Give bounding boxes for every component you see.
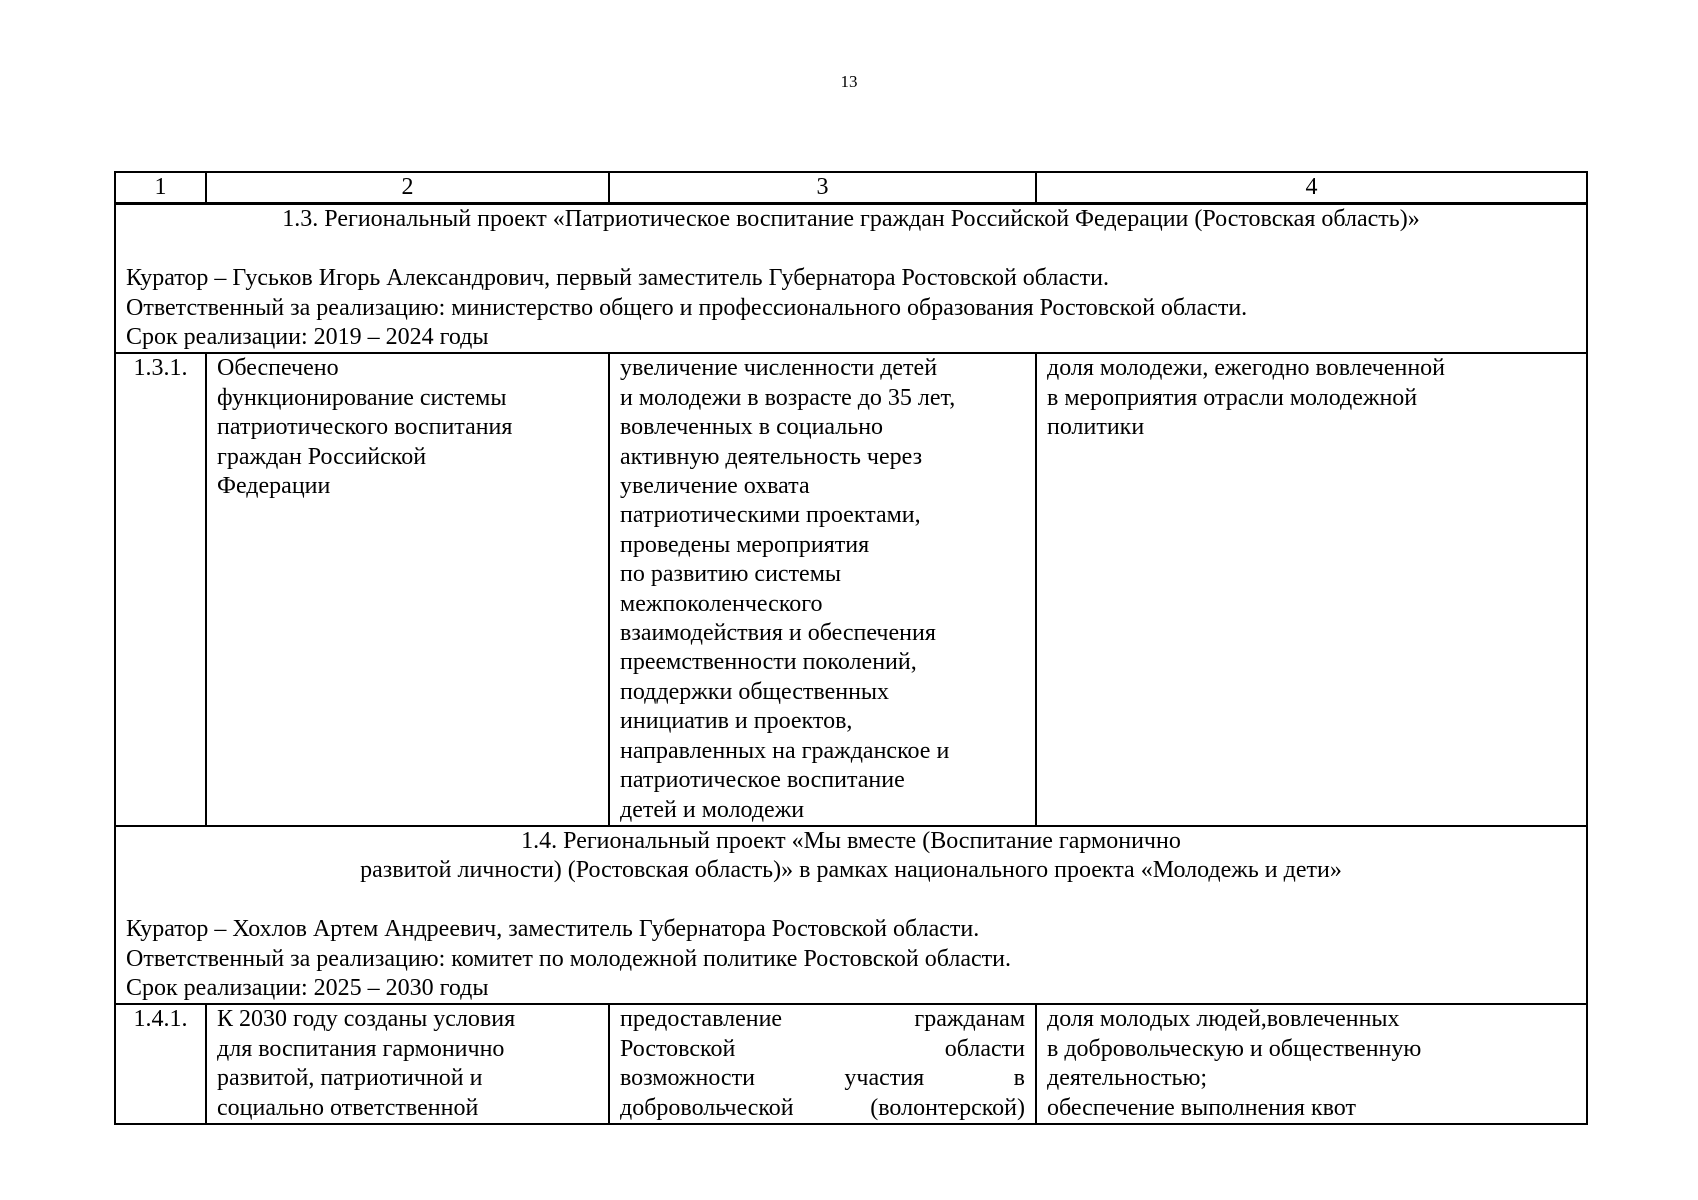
table-row-1-3-1 [115,353,1587,826]
row-1-3-1-col3-line: детей и молодежи [620,796,805,823]
row-1-3-1-col3 [609,353,1036,826]
row-1-3-1-col2-line: патриотического воспитания [217,414,513,441]
row-1-3-1-col4-line: доля молодежи, ежегодно вовлеченной [1047,355,1446,382]
row-1-3-1-number: 1.3.1. [115,353,206,826]
header-cell-3: 3 [609,172,1036,204]
program-table [114,171,1588,1125]
section-1-3-responsible: Ответственный за реализацию: министерство общего и профессионального образования Ростовской области. [126,294,1248,321]
row-1-4-1-col4-line: деятельностью; [1047,1065,1208,1092]
row-1-4-1-col3-word: (волонтерской) [870,1094,1025,1121]
section-1-3-period: Срок реализации: 2019 – 2024 годы [126,324,489,351]
row-1-3-1-col2-line: Обеспечено [217,355,339,382]
row-1-3-1-col3-line: направленных на гражданское и [620,737,950,764]
row-1-4-1-col2-line: К 2030 году созданы условия [217,1006,516,1033]
row-1-3-1-col3-line: увеличение численности детей [620,355,938,382]
header-cell-2: 2 [206,172,609,204]
row-1-3-1-col3-line: активную деятельность через [620,443,923,470]
row-1-4-1-number: 1.4.1. [115,1004,206,1124]
row-1-4-1-col2-line: социально ответственной [217,1094,479,1121]
row-1-3-1-col3-line: межпоколенческого [620,590,823,617]
row-1-3-1-col2-line: функционирование системы [217,384,507,411]
row-1-3-1-col3-line: и молодежи в возрасте до 35 лет, [620,384,956,411]
row-1-3-1-col3-line: патриотическое воспитание [620,767,905,794]
row-1-3-1-col4-line: в мероприятия отрасли молодежной [1047,384,1418,411]
row-1-3-1-col2-line: граждан Российской [217,443,427,470]
row-1-4-1-col2-line: для воспитания гармонично [217,1035,505,1062]
row-1-3-1-col3-line: по развитию системы [620,561,842,588]
row-1-3-1-col3-line: преемственности поколений, [620,649,917,676]
row-1-4-1-col3-word: добровольческой [620,1094,794,1121]
row-1-4-1-col3-word: Ростовской [620,1035,736,1062]
section-1-4-period: Срок реализации: 2025 – 2030 годы [126,974,489,1001]
row-1-4-1-col3-line [620,1094,1025,1123]
section-1-4-title-line2: развитой личности) (Ростовская область)» в рамках национального проекта «Молодежь и дети» [360,857,1342,884]
header-cell-1: 1 [115,172,206,204]
row-1-3-1-col2-line: Федерации [217,473,331,500]
section-1-4-cell [115,826,1587,1004]
row-1-3-1-col4 [1036,353,1587,826]
row-1-4-1-col2-line: развитой, патриотичной и [217,1065,483,1092]
section-1-4-title-line1: 1.4. Региональный проект «Мы вместе (Воспитание гармонично [521,827,1181,854]
row-1-4-1-col3-word: гражданам [914,1006,1025,1033]
row-1-4-1-col2 [206,1004,609,1124]
row-1-4-1-col3-line [620,1005,1025,1034]
row-1-4-1-col3 [609,1004,1036,1124]
row-1-4-1-col3-line [620,1035,1025,1064]
row-1-3-1-col3-line: инициатив и проектов, [620,708,853,735]
row-1-4-1-col3-word: области [944,1035,1025,1062]
row-1-3-1-col3-line: взаимодействия и обеспечения [620,620,936,647]
row-1-3-1-col4-line: политики [1047,414,1145,441]
table-header-row [115,172,1587,204]
row-1-4-1-col4 [1036,1004,1587,1124]
row-1-4-1-col3-word: предоставление [620,1006,783,1033]
section-1-3-cell [115,204,1587,354]
row-1-4-1-col3-word: возможности [620,1065,755,1092]
row-1-4-1-col4-line: доля молодых людей,вовлеченных [1047,1006,1400,1033]
page-number: 13 [840,72,858,91]
row-1-3-1-col3-line: увеличение охвата [620,473,810,500]
row-1-4-1-col4-line: обеспечение выполнения квот [1047,1094,1356,1121]
row-1-3-1-col3-line: вовлеченных в социально [620,414,884,441]
section-1-3-row [115,204,1587,354]
row-1-3-1-col2 [206,353,609,826]
row-1-4-1-col3-line [620,1064,1025,1093]
row-1-4-1-col4-line: в добровольческую и общественную [1047,1035,1422,1062]
header-cell-4: 4 [1036,172,1587,204]
row-1-4-1-col3-word: в [1013,1065,1025,1092]
section-1-4-curator: Куратор – Хохлов Артем Андреевич, заместитель Губернатора Ростовской области. [126,916,980,943]
row-1-3-1-col3-line: поддержки общественных [620,678,890,705]
section-1-4-row [115,826,1587,1004]
row-1-3-1-col3-line: проведены мероприятия [620,531,870,558]
row-1-3-1-col3-line: патриотическими проектами, [620,502,921,529]
section-1-4-responsible: Ответственный за реализацию: комитет по молодежной политике Ростовской области. [126,945,1011,972]
section-1-3-title: 1.3. Региональный проект «Патриотическое воспитание граждан Российской Федерации (Ростовская область)» [282,206,1420,233]
table-row-1-4-1 [115,1004,1587,1124]
section-1-3-curator: Куратор – Гуськов Игорь Александрович, первый заместитель Губернатора Ростовской области. [126,265,1110,292]
row-1-4-1-col3-word: участия [844,1065,925,1092]
